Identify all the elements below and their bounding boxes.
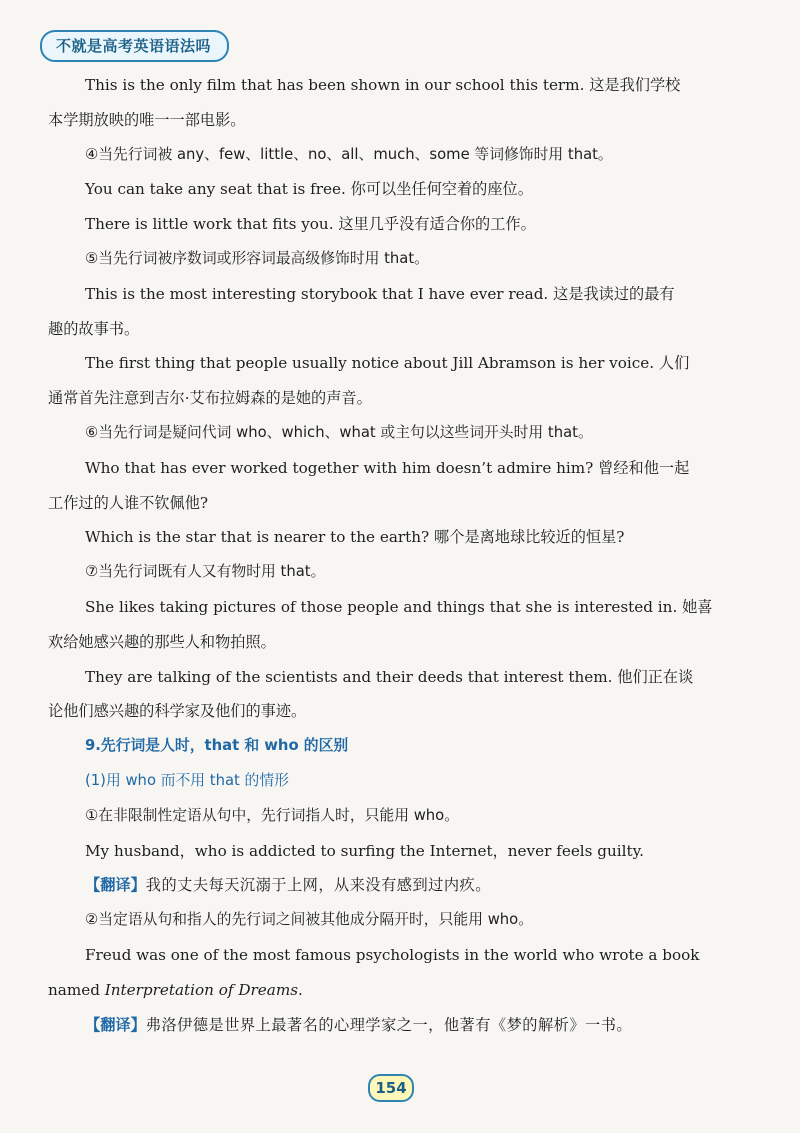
text-line: You can take any seat that is free. 你可以坐任何空着的座位。 xyxy=(85,180,533,199)
translation-tag: 【翻译】 xyxy=(85,876,146,895)
translation-text: 弗洛伊德是世界上最著名的心理学家之一，他著有《梦的解析》一书。 xyxy=(145,1015,633,1034)
book-title-italic: Interpretation of Dreams xyxy=(104,980,299,999)
text-line: Freud was one of the most famous psychologists in the world who wrote a book xyxy=(85,945,700,964)
text-line: The first thing that people usually notice about Jill Abramson is her voice. 人们 xyxy=(85,354,690,373)
text-line: This is the only film that has been shown in our school this term. 这是我们学校 xyxy=(85,76,681,94)
text-line: 通常首先注意到吉尔·艾布拉姆森的是她的声音。 xyxy=(48,389,372,408)
rule-line: ⑥当先行词是疑问代词 who、which、what 或主句以这些词开头时用 that。 xyxy=(85,423,593,441)
rule-line: ⑦当先行词既有人又有物时用 that。 xyxy=(85,563,326,581)
sub-heading: (1)用 who 而不用 that 的情形 xyxy=(85,771,289,789)
book-title-badge: 不就是高考英语语法吗 xyxy=(40,30,229,62)
page-content xyxy=(48,68,716,1042)
translation-text: 我的丈夫每天沉溺于上网，从来没有感到过内疚。 xyxy=(145,876,491,895)
text-line: Which is the star that is nearer to the earth? 哪个是离地球比较近的恒星? xyxy=(85,528,625,547)
text-line: 趣的故事书。 xyxy=(48,319,140,338)
rule-line: ④当先行词被 any、few、little、no、all、much、some 等词修饰时用 that。 xyxy=(85,145,613,163)
translation-tag: 【翻译】 xyxy=(85,1015,146,1034)
text-line xyxy=(48,973,716,1008)
text-line: My husband，who is addicted to surfing the Internet，never feels guilty. xyxy=(85,841,644,860)
rule-line: ⑤当先行词被序数词或形容词最高级修饰时用 that。 xyxy=(85,249,429,267)
text-line: They are talking of the scientists and their deeds that interest them. 他们正在谈 xyxy=(85,667,694,686)
text-line: 本学期放映的唯一一部电影。 xyxy=(48,110,246,129)
page-number: 154 xyxy=(368,1074,414,1102)
text-line: 论他们感兴趣的科学家及他们的事迹。 xyxy=(48,702,307,721)
text-line: There is little work that fits you. 这里几乎没有适合你的工作。 xyxy=(85,215,536,234)
translation-line xyxy=(48,868,716,903)
translation-line xyxy=(48,1008,716,1043)
rule-line: ①在非限制性定语从句中，先行词指人时，只能用 who。 xyxy=(85,806,460,824)
text-segment: . xyxy=(298,980,303,999)
text-segment: named xyxy=(48,980,105,999)
section-heading: 9.先行词是人时，that 和 who 的区别 xyxy=(85,737,349,755)
text-line: This is the most interesting storybook that I have ever read. 这是我读过的最有 xyxy=(85,284,675,303)
text-line: She likes taking pictures of those people and things that she is interested in. 她喜 xyxy=(85,597,713,616)
text-line: Who that has ever worked together with him doesn’t admire him? 曾经和他一起 xyxy=(85,458,690,477)
text-line: 工作过的人谁不钦佩他? xyxy=(48,493,209,512)
text-line: 欢给她感兴趣的那些人和物拍照。 xyxy=(48,632,276,651)
rule-line: ②当定语从句和指人的先行词之间被其他成分隔开时，只能用 who。 xyxy=(85,911,534,929)
